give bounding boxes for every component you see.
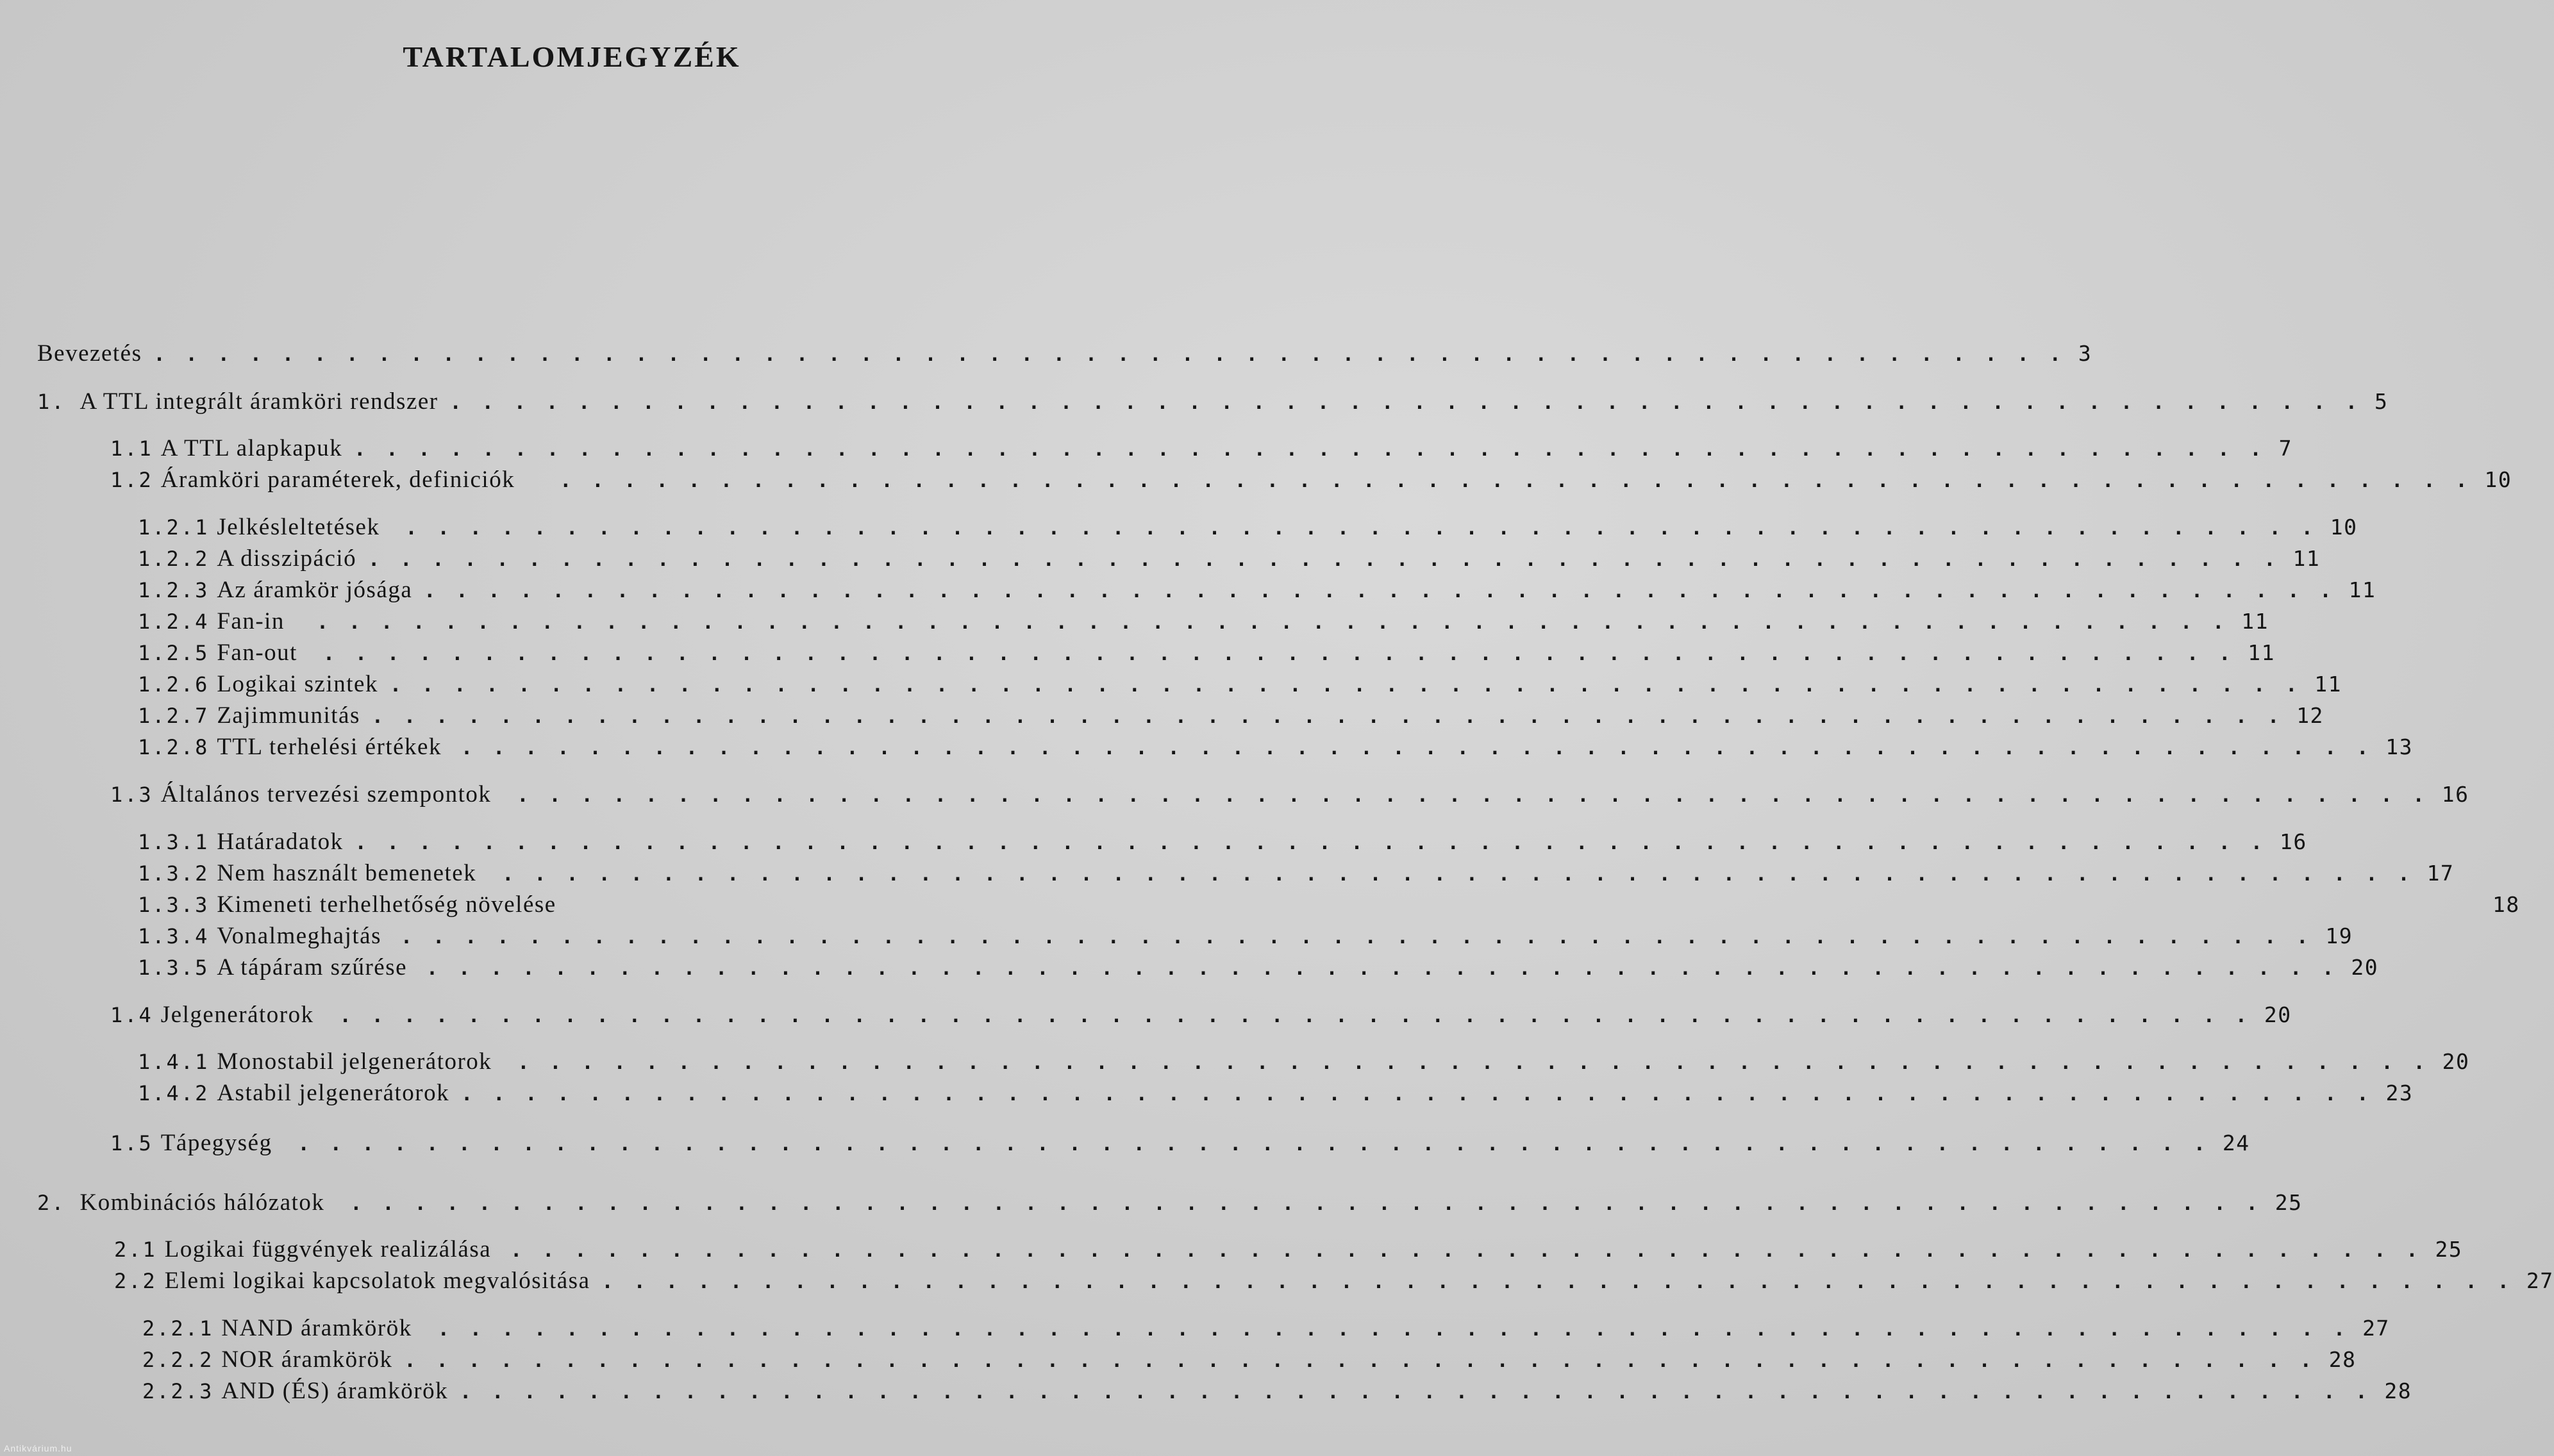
toc-entry-1-2-6 [138,670,2342,702]
toc-page: 28 [2384,1378,2412,1403]
toc-entry-1-2 [110,466,2512,498]
toc-number: 1.2.3 [138,578,210,602]
toc-number: 1.3.2 [138,861,210,886]
toc-label: Zajimmunitás [217,702,360,729]
toc-label: Bevezetés [37,340,142,367]
toc-dots: . . . . . . . . . . . . . . . . . . . . . . . . . . . . . . . . . . . . . . . . . . . . . . . . . . . . . . . . . . . . [339,1005,2251,1027]
toc-label: NAND áramkörök [221,1315,412,1341]
toc-dots: . . . . . . . . . . . . . . . . . . . . . . . . . . . . . . . . . . . . . . . . . . . . . . . . . . . . . . . . . . . . [424,580,2336,602]
toc-label: TTL terhelési értékek [217,734,442,760]
toc-dots: . . . . . . . . . . . . . . . . . . . . . . . . . . . . . . . . . . . . . . . . . . . . . . . . . . . . . . . . . . . . [601,1271,2514,1293]
toc-entry-1-2-1 [138,513,2358,545]
toc-entry-1-3 [110,781,2469,813]
toc-number: 1.2.4 [138,609,210,634]
toc-number: 2.2.2 [142,1348,214,1372]
toc-page: 3 [2078,341,2092,366]
toc-label: Elemi logikai kapcsolatok megvalósitása [164,1268,590,1294]
toc-entry-2-2-2 [142,1346,2357,1378]
toc-number: 1.3 [110,782,153,807]
toc-page: 17 [2426,861,2455,886]
toc-entry-1-2-5 [138,639,2276,671]
toc-dots: . . . . . . . . . . . . . . . . . . . . . . . . . . . . . . . . . . . . . . . . . . . . . . . . . . . . . . . . . . . . [461,1083,2373,1105]
toc-page: 25 [2435,1237,2463,1262]
toc-number: 1.5 [110,1131,153,1155]
toc-number: 1.2.6 [138,672,210,697]
toc-label: Tápegység [160,1130,272,1156]
toc-number: 2.1 [114,1237,157,1262]
toc-entry-1-3-5 [138,954,2379,986]
toc-number: 1.2.1 [138,515,210,540]
toc-number: 1.2.7 [138,704,210,728]
toc-number: 2.2.3 [142,1379,214,1403]
toc-entry-bevezetes [37,340,2092,372]
toc-entry-2-1 [114,1236,2463,1268]
toc-entry-1-2-4 [138,608,2269,640]
toc-label: Jelkésleltetések [217,514,380,540]
toc-page: 16 [2441,782,2469,807]
toc-page: 11 [2292,546,2321,571]
toc-entry-1-3-1 [138,828,2307,860]
toc-entry-chapter-1 [37,388,2389,420]
toc-label: A disszipáció [217,545,357,572]
toc-number: 1.2.2 [138,547,210,571]
toc-label: Vonalmeghajtás [217,923,381,949]
toc-dots: . . . . . . . . . . . . . . . . . . . . . . . . . . . . . . . . . . . . . . . . . . . . . . . . . . . . . . . . . . . . [368,549,2280,571]
toc-label: Áramköri paraméterek, definiciók [160,467,515,493]
toc-page: 25 [2274,1190,2303,1215]
toc-page: 18 [2492,892,2520,917]
toc-number: 1.4.1 [138,1050,210,1074]
toc-label: Kimeneti terhelhetőség növelése [217,891,556,918]
toc-entry-2-2 [114,1267,2554,1299]
toc-number: 1.3.4 [138,924,210,948]
toc-dots: . . . . . . . . . . . . . . . . . . . . . . . . . . . . . . . . . . . . . . . . . . . . . . . . . . . . . . . . . . . . [449,392,2362,414]
toc-dots: . . . . . . . . . . . . . . . . . . . . . . . . . . . . . . . . . . . . . . . . . . . . . . . . . . . . . . . . . . . . [371,706,2284,728]
toc-page: 12 [2296,703,2324,728]
toc-entry-2-2-1 [142,1314,2390,1346]
toc-page: 13 [2385,734,2414,759]
toc-entry-1-2-8 [138,733,2414,765]
toc-label: Jelgenerátorok [160,1002,314,1028]
toc-entry-1-4-1 [138,1048,2470,1080]
toc-label: Az áramkör jósága [217,577,413,603]
toc-number: 1.2.8 [138,735,210,759]
toc-dots: . . . . . . . . . . . . . . . . . . . . . . . . . . . . . . . . . . . . . . . . . . . . . . . . . . . . . . . . . . . . [354,438,2266,461]
toc-page: 27 [2362,1316,2390,1341]
toc-page: 27 [2526,1268,2554,1293]
toc-label: Nem használt bemenetek [217,860,477,886]
toc-page: 11 [2314,672,2342,697]
toc-entry-1-3-3 [138,891,2520,923]
toc-dots: . . . . . . . . . . . . . . . . . . . . . . . . . . . . . . . . . . . . . . . . . . . . . . . . . . . . . . . . . . . . [460,1381,2372,1403]
toc-page: 20 [2442,1049,2470,1074]
toc-number: 2.2 [114,1269,157,1293]
toc-entry-1-2-7 [138,702,2324,734]
toc-entry-1-3-2 [138,859,2455,891]
toc-page: 19 [2325,923,2353,948]
toc-label: A tápáram szűrése [217,954,408,980]
toc-page: 20 [2264,1002,2292,1027]
toc-entry-1-4 [110,1001,2292,1033]
toc-label: Fan-in [217,608,285,634]
toc-label: NOR áramkörök [221,1346,393,1373]
toc-page: 11 [2248,640,2276,665]
toc-dots: . . . . . . . . . . . . . . . . . . . . . . . . . . . . . . . . . . . . . . . . . . . . . . . . . . . . . . . . . . . . [401,926,2313,948]
toc-label: Astabil jelgenerátorok [217,1080,450,1106]
toc-page: 16 [2279,829,2307,854]
page-title: TARTALOMJEGYZÉK [403,40,741,73]
toc-dots: . . . . . . . . . . . . . . . . . . . . . . . . . . . . . . . . . . . . . . . . . . . . . . . . . . . . . . . . . . . . [426,957,2339,980]
toc-page: 28 [2328,1347,2357,1372]
toc-entry-chapter-2 [37,1189,2303,1221]
watermark: Antikvárium.hu [4,1443,72,1453]
toc-dots: . . . . . . . . . . . . . . . . . . . . . . . . . . . . . . . . . . . . . . . . . . . . . . . . . . . . . . . . . . . . [502,863,2414,886]
toc-dots: . . . . . . . . . . . . . . . . . . . . . . . . . . . . . . . . . . . . . . . . . . . . . . . . . . . . . . . . . . . . [517,784,2429,807]
toc-number: 1.1 [110,436,153,461]
toc-dots: . . . . . . . . . . . . . . . . . . . . . . . . . . . . . . . . . . . . . . . . . . . . . . . . . . . . . . . . . . . . [316,611,2229,634]
toc-label: Logikai függvények realizálása [164,1236,492,1262]
toc-dots: . . . . . . . . . . . . . . . . . . . . . . . . . . . . . . . . . . . . . . . . . . . . . . . . . . . . . . . . . . . . [510,1239,2423,1262]
toc-entry-1-2-3 [138,576,2376,608]
toc-page: 11 [2348,577,2376,602]
toc-number: 2. [37,1191,66,1215]
toc-entry-1-4-2 [138,1079,2414,1111]
toc-label: Kombinációs hálózatok [79,1189,325,1216]
toc-page: 10 [2330,515,2358,540]
toc-label: Fan-out [217,640,297,666]
toc-label: Logikai szintek [217,671,378,697]
toc-page: 5 [2374,389,2389,414]
toc-label: Határadatok [217,829,344,855]
toc-page: 24 [2222,1130,2250,1155]
toc-label: Általános tervezési szempontok [160,781,492,807]
toc-entry-1-2-2 [138,545,2321,577]
toc-page: 10 [2484,467,2512,492]
toc-number: 1.3.5 [138,956,210,980]
toc-dots: . . . . . . . . . . . . . . . . . . . . . . . . . . . . . . . . . . . . . . . . . . . . . . . . . . . . . . . . . . . . [153,343,2066,366]
toc-dots: . . . . . . . . . . . . . . . . . . . . . . . . . . . . . . . . . . . . . . . . . . . . . . . . . . . . . . . . . . . . [560,470,2472,492]
toc-entry-2-2-3 [142,1377,2412,1409]
toc-dots: . . . . . . . . . . . . . . . . . . . . . . . . . . . . . . . . . . . . . . . . . . . . . . . . . . . . . . . . . . . . [297,1133,2210,1155]
toc-number: 1.4.2 [138,1081,210,1105]
toc-dots: . . . . . . . . . . . . . . . . . . . . . . . . . . . . . . . . . . . . . . . . . . . . . . . . . . . . . . . . . . . . [460,737,2373,759]
toc-number: 1.2.5 [138,641,210,665]
toc-entry-1-1 [110,434,2292,467]
toc-number: 1.3.3 [138,893,210,917]
toc-page: 7 [2278,436,2292,461]
toc-number: 1.3.1 [138,830,210,854]
toc-entry-1-5 [110,1129,2250,1161]
toc-dots: . . . . . . . . . . . . . . . . . . . . . . . . . . . . . . . . . . . . . . . . . . . . . . . . . . . . . . . . . . . . [350,1193,2262,1215]
toc-dots: . . . . . . . . . . . . . . . . . . . . . . . . . . . . . . . . . . . . . . . . . . . . . . . . . . . . . . . . . . . . [517,1052,2430,1074]
toc-number: 2.2.1 [142,1316,214,1341]
toc-dots: . . . . . . . . . . . . . . . . . . . . . . . . . . . . . . . . . . . . . . . . . . . . . . . . . . . . . . . . . . . . [322,643,2235,665]
toc-dots: . . . . . . . . . . . . . . . . . . . . . . . . . . . . . . . . . . . . . . . . . . . . . . . . . . . . . . . . . . . . [405,517,2317,540]
toc-entry-1-3-4 [138,922,2353,954]
toc-page: 20 [2351,955,2379,980]
toc-number: 1.2 [110,468,153,492]
toc-dots: . . . . . . . . . . . . . . . . . . . . . . . . . . . . . . . . . . . . . . . . . . . . . . . . . . . . . . . . . . . . [389,674,2302,697]
toc-label: Monostabil jelgenerátorok [217,1048,492,1075]
toc-label: A TTL alapkapuk [160,435,343,461]
toc-page: 23 [2385,1080,2414,1105]
toc-page: 11 [2241,609,2269,634]
toc-dots: . . . . . . . . . . . . . . . . . . . . . . . . . . . . . . . . . . . . . . . . . . . . . . . . . . . . . . . . . . . . [437,1318,2350,1341]
toc-number: 1. [37,390,66,414]
toc-dots: . . . . . . . . . . . . . . . . . . . . . . . . . . . . . . . . . . . . . . . . . . . . . . . . . . . . . . . . . . . . [355,832,2267,854]
toc-dots: . . . . . . . . . . . . . . . . . . . . . . . . . . . . . . . . . . . . . . . . . . . . . . . . . . . . . . . . . . . . [404,1350,2316,1372]
toc-label: AND (ÉS) áramkörök [221,1378,449,1404]
toc-label: A TTL integrált áramköri rendszer [79,388,438,415]
toc-number: 1.4 [110,1003,153,1027]
